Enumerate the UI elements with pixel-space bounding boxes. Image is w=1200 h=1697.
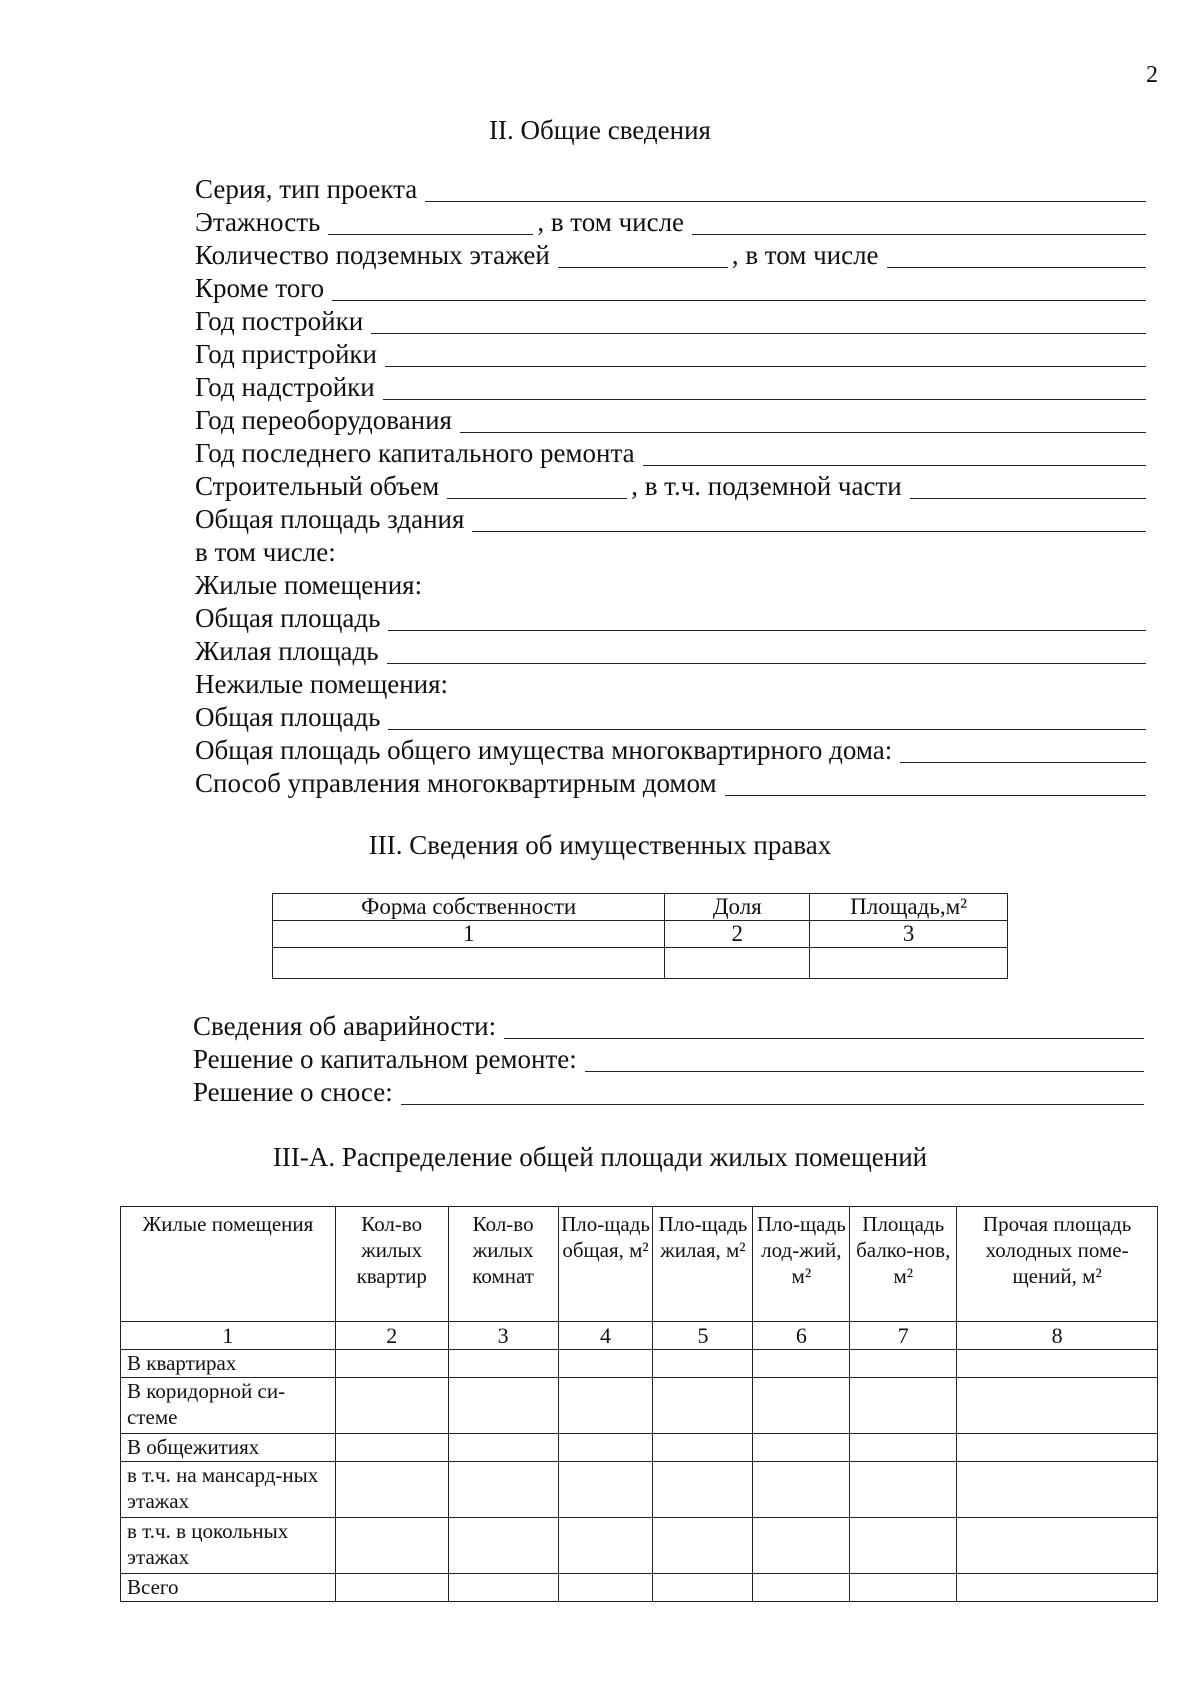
section2-title: II. Общие сведения <box>489 115 711 145</box>
table-cell[interactable] <box>665 948 810 979</box>
header-balcony-area: Площадь балко-нов, м² <box>850 1207 957 1322</box>
field-year-built: Год постройки <box>195 304 1150 337</box>
fill-line[interactable] <box>388 608 1146 631</box>
fill-line[interactable] <box>900 740 1146 763</box>
header-share: Доля <box>665 894 810 921</box>
section3-title: III. Сведения об имущественных правах <box>368 830 832 860</box>
header-loggia-area: Пло-щадь лод-жий, м² <box>753 1207 850 1322</box>
header-rooms-count: Кол-во жилых комнат <box>448 1207 558 1322</box>
fill-line[interactable] <box>725 773 1146 796</box>
field-emergency-info: Сведения об аварийности: <box>193 1009 1148 1042</box>
field-year-reequipment: Год переоборудования <box>195 403 1150 436</box>
field-nonres-total-area: Общая площадь <box>195 700 1150 733</box>
field-res-living-area: Жилая площадь <box>195 634 1150 667</box>
fill-line[interactable] <box>371 311 1146 334</box>
field-res-total-area: Общая площадь <box>195 601 1150 634</box>
fill-line[interactable] <box>472 509 1146 532</box>
table-row: в т.ч. на мансард-ных этажах <box>121 1462 1158 1518</box>
header-apartments-count: Кол-во жилых квартир <box>335 1207 448 1322</box>
field-total-area: Общая площадь здания <box>195 502 1150 535</box>
fill-line[interactable] <box>910 476 1146 499</box>
label-including: в том числе: <box>195 537 336 567</box>
header-area: Площадь,м² <box>810 894 1008 921</box>
field-floors: Этажность , в том числе <box>195 205 1150 238</box>
fill-line[interactable] <box>383 377 1146 400</box>
table-cell[interactable] <box>810 948 1008 979</box>
table-row: в т.ч. в цокольных этажах <box>121 1518 1158 1574</box>
fill-line[interactable] <box>401 1082 1144 1105</box>
table-header-row <box>121 1207 1158 1322</box>
fill-line[interactable] <box>425 179 1146 202</box>
fill-line[interactable] <box>387 641 1146 664</box>
table-row <box>273 948 1008 979</box>
fill-line[interactable] <box>643 443 1146 466</box>
table-row: В коридорной си-стеме <box>121 1378 1158 1434</box>
table-row: Всего <box>121 1574 1158 1602</box>
table-cell[interactable] <box>273 948 665 979</box>
table-row: В общежитиях <box>121 1434 1158 1462</box>
field-year-last-repair: Год последнего капитального ремонта <box>195 436 1150 469</box>
header-ownership-form: Форма собственности <box>273 894 665 921</box>
header-living-area: Пло-щадь жилая, м² <box>653 1207 753 1322</box>
fill-line[interactable] <box>388 707 1146 730</box>
fill-line[interactable] <box>447 476 627 499</box>
fill-line[interactable] <box>385 344 1146 367</box>
section3a-title: III-А. Распределение общей площади жилых помещений <box>272 1142 928 1172</box>
field-common-property-area: Общая площадь общего имущества многоквартирного дома: <box>195 733 1150 766</box>
table-number-row: 1 2 3 <box>273 921 1008 948</box>
header-total-area: Пло-щадь общая, м² <box>558 1207 653 1322</box>
fill-line[interactable] <box>332 278 1146 301</box>
fill-line[interactable] <box>460 410 1146 433</box>
fill-line[interactable] <box>504 1016 1144 1039</box>
page-number: 2 <box>1146 62 1158 88</box>
fill-line[interactable] <box>328 212 533 235</box>
table-number-row: 1 2 3 4 5 6 7 8 <box>121 1322 1158 1350</box>
ownership-table <box>272 893 1008 979</box>
fill-line[interactable] <box>692 212 1146 235</box>
header-cold-area: Прочая площадь холодных поме-щений, м² <box>957 1207 1158 1322</box>
fill-line[interactable] <box>585 1049 1144 1072</box>
field-besides: Кроме того <box>195 271 1150 304</box>
fill-line[interactable] <box>558 245 728 268</box>
field-building-volume: Строительный объем , в т.ч. подземной части <box>195 469 1150 502</box>
fill-line[interactable] <box>887 245 1146 268</box>
label-residential: Жилые помещения: <box>195 570 423 600</box>
field-management-method: Способ управления многоквартирным домом <box>195 766 1150 799</box>
field-capital-repair-decision: Решение о капитальном ремонте: <box>193 1042 1148 1075</box>
field-year-extension: Год пристройки <box>195 337 1150 370</box>
label-nonresidential: Нежилые помещения: <box>195 669 449 699</box>
header-premises: Жилые помещения <box>121 1207 336 1322</box>
table-row: В квартирах <box>121 1350 1158 1378</box>
field-demolition-decision: Решение о сносе: <box>193 1075 1148 1108</box>
field-year-superstructure: Год надстройки <box>195 370 1150 403</box>
table-header-row <box>273 894 1008 921</box>
field-series-type: Серия, тип проекта <box>195 172 1150 205</box>
residential-area-table <box>120 1206 1158 1602</box>
field-underground-floors: Количество подземных этажей , в том числе <box>195 238 1150 271</box>
